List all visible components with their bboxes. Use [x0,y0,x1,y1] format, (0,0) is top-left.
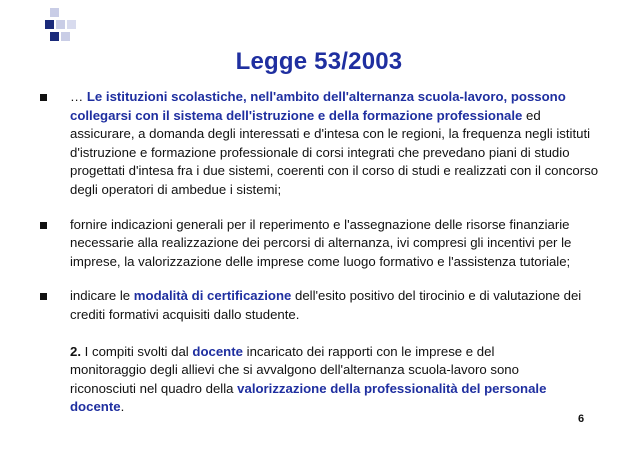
ellipsis-text: … [70,89,87,104]
body-text: fornire indicazioni generali per il reperimento e l'assegnazione delle risorse finanziarie necessarie alla realizzazione dei percorsi di alternanza, ivi compresi gli incentivi per le imprese, la valorizzazione delle imprese come luogo formativo e l'assistenza tutoriale; [70,216,572,269]
highlight-text: modalità di certificazione [133,288,292,304]
logo-square [45,20,54,29]
body-text: I compiti svolti dal [81,343,193,359]
slide-content [40,88,600,417]
paragraph-number: 2. [70,343,81,359]
bullet-item [40,287,600,324]
page-number: 6 [578,413,585,425]
body-text: indicare le [70,288,134,304]
logo-square [50,32,59,41]
body-text: dell'esito positivo del tirocinio e di valutazione dei crediti formativi acquisiti dallo studente. [70,288,582,322]
body-text: incaricato dei rapporti con le imprese e del monitoraggio degli allievi che si avvalgono dell'alternanza scuola-lavoro sono riconosciuti nel quadro della [70,343,519,396]
slide-title: Legge 53/2003 [235,48,403,75]
bullet-square-icon [40,94,47,101]
logo-square [56,20,65,29]
body-text: ed assicurare, a domanda degli interessati e d'intesa con le regioni, la frequenza negli istituti d'istruzione e formazione professionale di corsi integrati che prevedano piani di studio progettati d'intesa fra i due sistemi, coerenti con il corso di studi e realizzati con il concorso degli operatori di ambedue i sistemi; [70,107,599,197]
highlight-text: Le istituzioni scolastiche, nell'ambito dell'alternanza scuola-lavoro, possono collegarsi con il sistema dell'istruzione e della formazione professionale [70,89,566,123]
logo-square [50,8,59,17]
body-text: . [120,399,125,415]
bullet-square-icon [40,222,47,229]
bullet-item [40,216,600,272]
bullet-square-icon [40,293,47,300]
logo-square [61,32,70,41]
bullet-item [40,88,600,200]
logo-squares [40,8,100,48]
highlight-text: valorizzazione della professionalità del personale docente [70,380,547,415]
highlight-text: docente [192,343,243,359]
logo-square [67,20,76,29]
numbered-paragraph [40,343,600,417]
